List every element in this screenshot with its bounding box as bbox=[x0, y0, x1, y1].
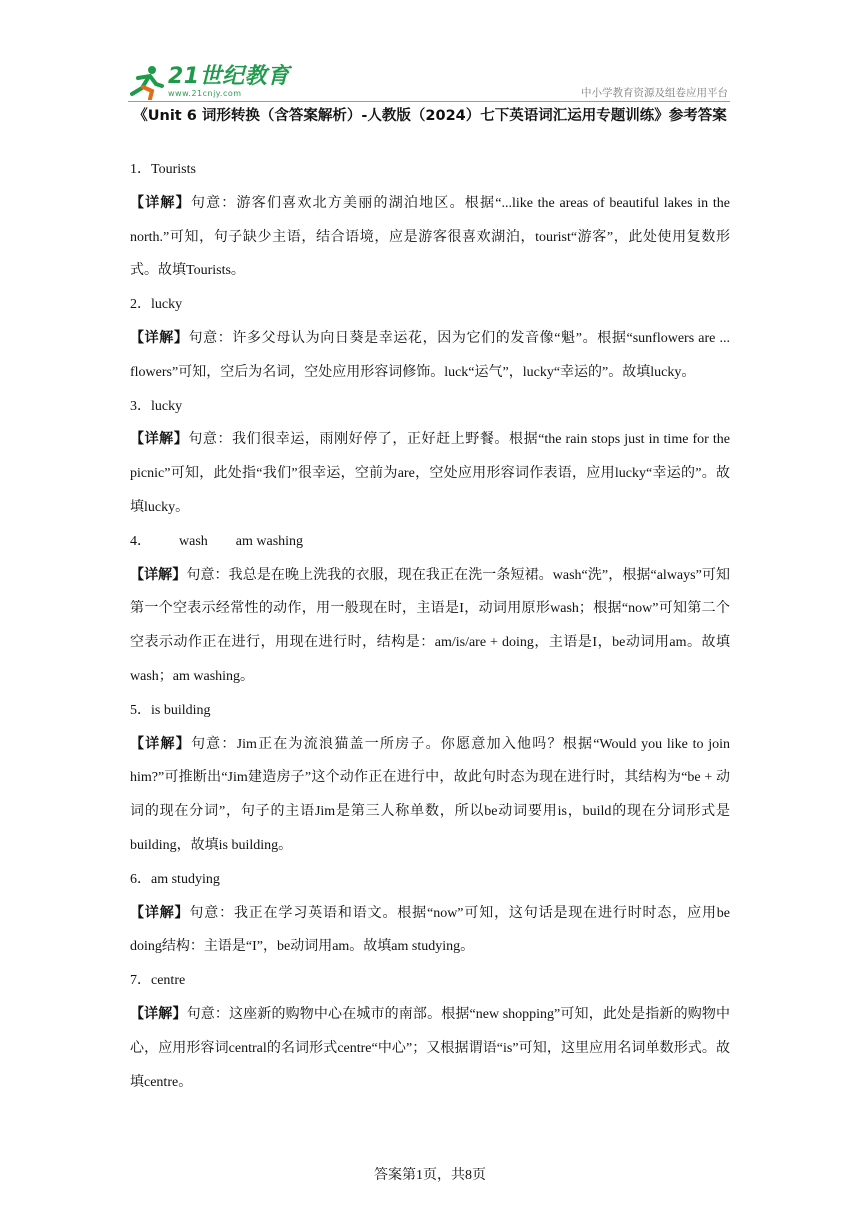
explanation-text: 句意：我们很幸运，雨刚好停了，正好赶上野餐。根据“the rain stops just in time for the picnic”可知，此处指“我们”很幸运，空前为are，空处应用形容词作表语，应用lucky“幸运的”。故填lucky。 bbox=[130, 432, 731, 515]
detail-label: 【详解】 bbox=[130, 432, 189, 448]
explanation-text: 句意：这座新的购物中心在城市的南部。根据“new shopping”可知，此处是指新的购物中心，应用形容词central的名词形式centre“中心”；又根据谓语“is”可知，这里应用名词单数形式。故填centre。 bbox=[130, 1006, 731, 1090]
answer-text: 2．lucky bbox=[130, 297, 183, 313]
detail-label: 【详解】 bbox=[130, 736, 191, 752]
explanation-text: 句意：许多父母认为向日葵是幸运花，因为它们的发音像“魁”。根据“sunflowers are ... flowers”可知，空后为名词，空处应用形容词修饰。luck“运气”，lucky“幸运的”。故填lucky。 bbox=[130, 330, 731, 380]
answer-text: 7．centre bbox=[130, 973, 186, 989]
answer-item-5 bbox=[130, 694, 730, 863]
answer-item-3 bbox=[130, 390, 730, 525]
explanation-text: 句意：Jim正在为流浪猫盖一所房子。你愿意加入他吗？根据“Would you like to join him?”可推断出“Jim建造房子”这个动作正在进行中，故此句时态为现在进行时，其结构为“be + 动词的现在分词”，句子的主语Jim是第三人称单数，所以be动词要用is，build的现在分词形式是building，故填is building。 bbox=[130, 736, 730, 853]
answer-item-2 bbox=[130, 288, 730, 389]
answer-text: 6．am studying bbox=[130, 871, 220, 887]
logo-wordmark: 21世纪教育 bbox=[168, 64, 290, 89]
page-header bbox=[128, 64, 730, 104]
answer-text: 3．lucky bbox=[130, 398, 183, 414]
answer-item-7 bbox=[130, 964, 730, 1099]
answer-text: 1．Tourists bbox=[130, 162, 196, 177]
site-logo bbox=[128, 64, 290, 100]
explanation-text: 句意：游客们喜欢北方美丽的湖泊地区。根据“...like the areas of beautiful lakes in the north.”可知，句子缺少主语，结合语境，应是游客很喜欢湖泊，tourist“游客”，此处使用复数形式。故填Tourists。 bbox=[130, 195, 730, 279]
document-title: 《Unit 6 词形转换（含答案解析）-人教版（2024）七下英语词汇运用专题训练》参考答案 bbox=[133, 108, 727, 124]
explanation-text: 句意：我总是在晚上洗我的衣服，现在我正在洗一条短裙。wash“洗”，根据“always”可知第一个空表示经常性的动作，用一般现在时，主语是I，动词用原形wash；根据“now”可知第二个空表示动作正在进行，用现在进行时，结构是：am/is/are + doing，主语是I，be动词用am。故填wash；am washing。 bbox=[130, 567, 730, 684]
logo-url: www.21cnjy.com bbox=[168, 89, 242, 98]
explanation-text: 句意：我正在学习英语和语文。根据“now”可知，这句话是现在进行时时态，应用be doing结构：主语是“I”，be动词用am。故填am studying。 bbox=[130, 905, 731, 955]
answer-item-4 bbox=[130, 525, 730, 694]
detail-label: 【详解】 bbox=[130, 905, 190, 921]
running-man-icon bbox=[128, 64, 164, 100]
detail-label: 【详解】 bbox=[130, 1006, 187, 1022]
header-tagline: 中小学教育资源及组卷应用平台 bbox=[581, 87, 728, 99]
detail-label: 【详解】 bbox=[130, 330, 189, 346]
answer-item-6 bbox=[130, 863, 730, 964]
answer-text: 4． wash am washing bbox=[130, 533, 304, 549]
header-divider bbox=[128, 101, 730, 102]
detail-label: 【详解】 bbox=[130, 195, 191, 211]
page-footer: 答案第1页，共8页 bbox=[374, 1168, 486, 1183]
answer-item-1 bbox=[130, 153, 730, 288]
answer-text: 5．is building bbox=[130, 702, 211, 718]
detail-label: 【详解】 bbox=[130, 567, 187, 583]
answer-list bbox=[130, 153, 730, 1099]
